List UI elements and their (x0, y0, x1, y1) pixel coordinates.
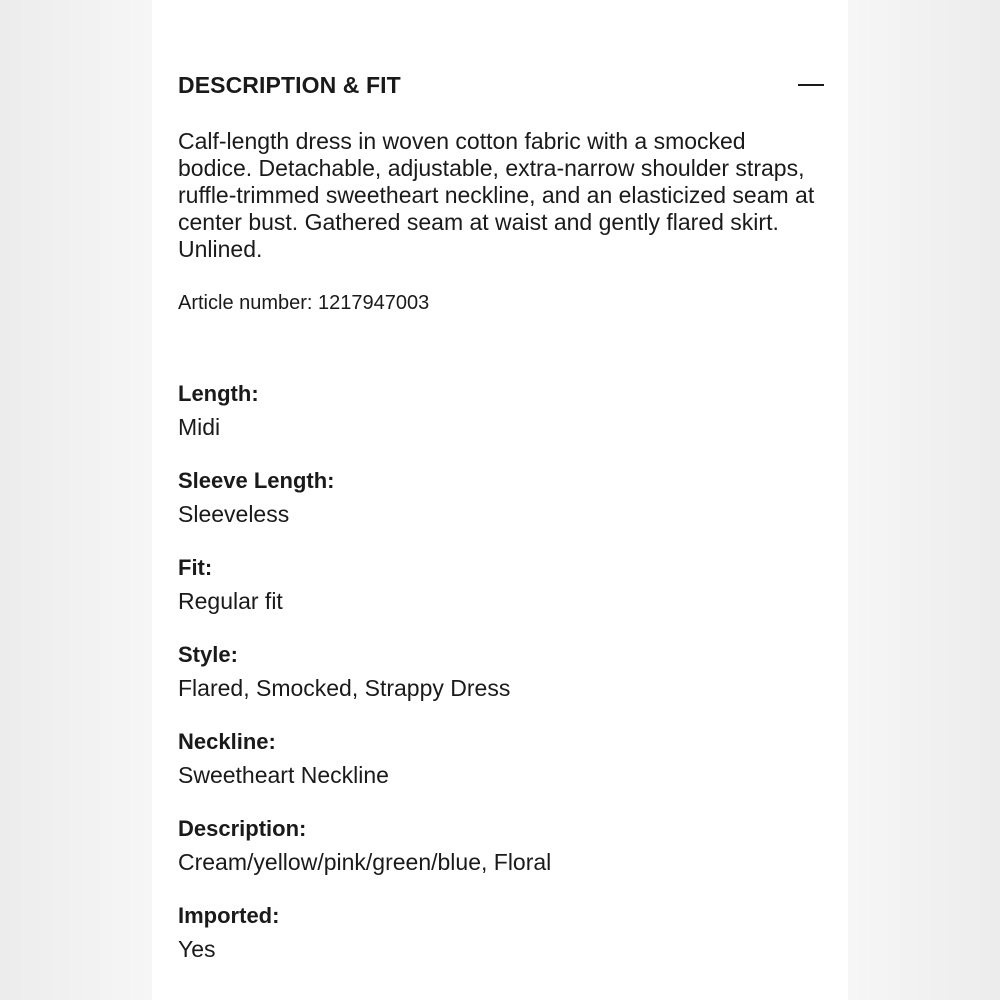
attribute-value: Sweetheart Neckline (178, 762, 389, 788)
backdrop-left (0, 0, 152, 1000)
attribute-value: Yes (178, 936, 216, 962)
minus-icon[interactable] (798, 72, 824, 98)
attribute-label: Neckline: (178, 729, 276, 754)
attribute-list (178, 378, 818, 987)
attribute-label: Imported: (178, 903, 280, 928)
attribute-imported (178, 900, 818, 987)
attribute-description (178, 813, 818, 900)
attribute-label: Length: (178, 381, 259, 406)
backdrop-right (848, 0, 1000, 1000)
attribute-value: Flared, Smocked, Strappy Dress (178, 675, 511, 701)
accordion-title: DESCRIPTION & FIT (178, 71, 401, 98)
attribute-style (178, 639, 818, 726)
attribute-label: Style: (178, 642, 238, 667)
attribute-label: Description: (178, 816, 307, 841)
attribute-label: Fit: (178, 555, 213, 580)
attribute-value: Midi (178, 414, 221, 440)
description-fit-accordion-header[interactable] (178, 68, 824, 102)
attribute-label: Sleeve Length: (178, 468, 335, 493)
attribute-fit (178, 552, 818, 639)
attribute-value: Regular fit (178, 588, 283, 614)
article-number: Article number: 1217947003 (178, 292, 430, 314)
product-description: Calf-length dress in woven cotton fabric with a smocked bodice. Detachable, adjustable, extra-narrow shoulder straps, ruffle-trimmed sweetheart neckline, and an elasticized seam at center bust. Gathered seam at waist and gently flared skirt. Unlined. (178, 128, 815, 262)
attribute-sleeve-length (178, 465, 818, 552)
attribute-length (178, 378, 818, 465)
attribute-neckline (178, 726, 818, 813)
attribute-value: Cream/yellow/pink/green/blue, Floral (178, 849, 552, 875)
attribute-value: Sleeveless (178, 501, 290, 527)
product-details-panel (152, 0, 848, 1000)
